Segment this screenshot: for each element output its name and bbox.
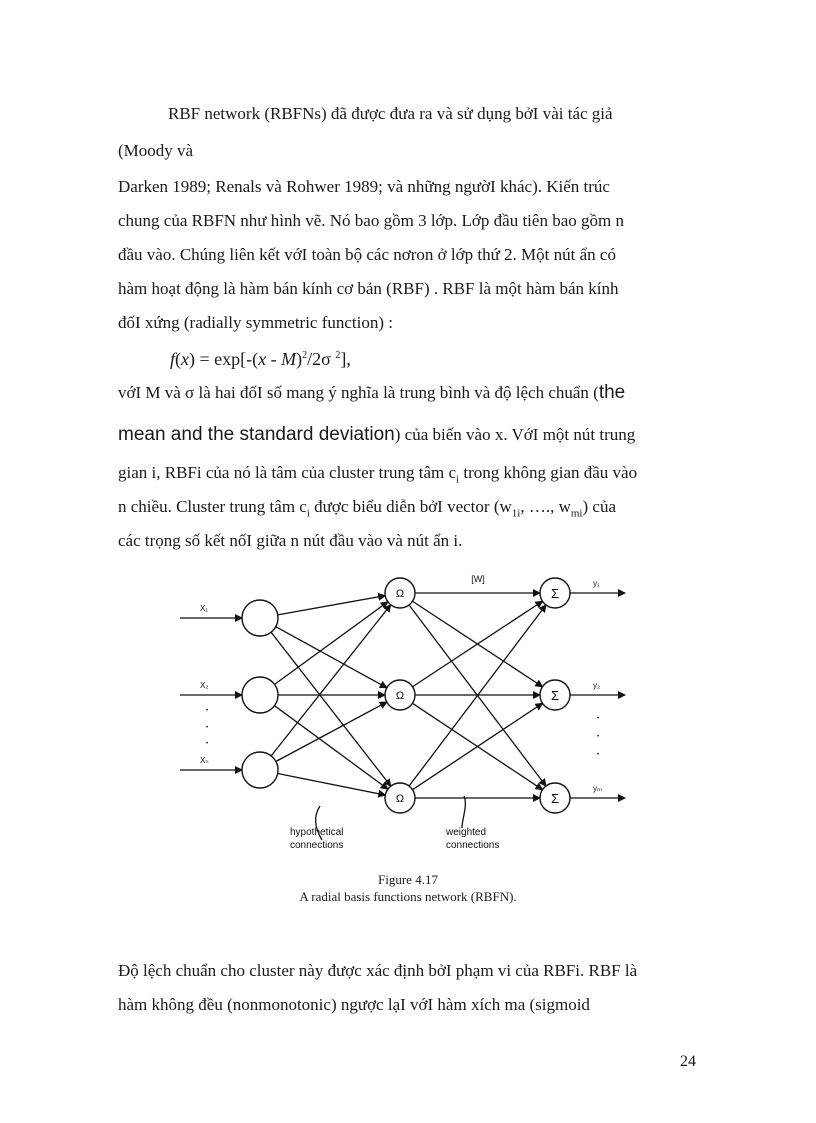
- paragraph3-line2: hàm không đều (nonmonotonic) ngược lạI vớI hàm xích ma (sigmoid: [118, 995, 590, 1014]
- edge-input-1-hidden-2: [276, 627, 387, 688]
- input-node-3: [242, 752, 278, 788]
- output-node-symbol: Σ: [550, 586, 560, 601]
- hidden-node-symbol: Ω: [395, 588, 405, 600]
- output-node-symbol: Σ: [550, 688, 560, 703]
- annotation-left-line2: connections: [290, 840, 344, 851]
- paragraph2-line2: mean and the standard deviation) của biến vào x. VớI một nút trung: [118, 424, 636, 445]
- paragraph1-line3: Darken 1989; Renals và Rohwer 1989; và những ngườI khác). Kiến trúc: [118, 177, 610, 196]
- annotation-right-line2: connections: [446, 840, 500, 851]
- annotation-brace-right: [462, 796, 465, 828]
- paragraph1-line2: (Moody và: [118, 141, 194, 160]
- edge-input-3-hidden-2: [276, 702, 387, 761]
- input-label: X₂: [200, 681, 209, 690]
- paragraph2-line4: n chiều. Cluster trung tâm $c_i$ được biểu diễn bởI vector ($w_{1i}$, …., $w_{mi}$) của: [118, 497, 616, 520]
- output-label: y₁: [593, 579, 600, 588]
- edge-input-1-hidden-1: [278, 596, 386, 615]
- paragraph1-line5: đầu vào. Chúng liên kết vớI toàn bộ các nơron ở lớp thứ 2. Một nút ẩn có: [118, 245, 616, 264]
- figure-caption-title: Figure 4.17: [378, 872, 438, 887]
- figure-caption-text: A radial basis functions network (RBFN).: [299, 889, 517, 904]
- paragraph2-line5: các trọng số kết nốI giữa n nút đầu vào và nút ẩn i.: [118, 531, 463, 550]
- hidden-node-symbol: Ω: [395, 690, 405, 702]
- paragraph2-line3: gian i, RBFi của nó là tâm của cluster trung tâm $c_i$ trong không gian đầu vào: [118, 463, 638, 486]
- edge-input-2-hidden-1: [275, 602, 388, 685]
- rbfn-diagram: [170, 568, 640, 868]
- ellipsis-dot: •: [596, 734, 600, 740]
- annotation-left-line1: hypothetical: [290, 827, 344, 838]
- paragraph1-line1: RBF network (RBFNs) đã được đưa ra và sử dụng bởI vài tác giả: [168, 104, 613, 123]
- paragraph1-line7: đốI xứng (radially symmetric function) :: [118, 313, 394, 332]
- ellipsis-dot: •: [205, 741, 209, 747]
- page-number: 24: [680, 1053, 696, 1070]
- input-label: X₁: [200, 604, 209, 613]
- ellipsis-dot: •: [596, 716, 600, 722]
- input-node-2: [242, 677, 278, 713]
- formula: f(x) = exp[-(x - M)$^2$/2σ $^2$],: [170, 349, 351, 369]
- input-label: Xₙ: [200, 756, 209, 765]
- output-node-symbol: Σ: [550, 791, 560, 806]
- output-label: y₂: [593, 681, 601, 690]
- paragraph3-line1: Độ lệch chuẩn cho cluster này được xác định bởI phạm vi của RBFi. RBF là: [118, 961, 638, 980]
- ellipsis-dot: •: [205, 708, 209, 714]
- annotation-right-line1: weighted: [446, 827, 487, 838]
- edge-input-3-hidden-3: [278, 774, 386, 796]
- output-label: yₘ: [593, 784, 602, 793]
- input-node-1: [242, 600, 278, 636]
- hidden-node-symbol: Ω: [395, 793, 405, 805]
- weight-label: [W]: [471, 574, 485, 584]
- ellipsis-dot: •: [205, 725, 209, 731]
- paragraph1-line4: chung của RBFN như hình vẽ. Nó bao gồm 3 lớp. Lớp đầu tiên bao gồm n: [118, 211, 624, 230]
- paragraph1-line6: hàm hoạt động là hàm bán kính cơ bản (RBF) . RBF là một hàm bán kính: [118, 279, 619, 298]
- ellipsis-dot: •: [596, 752, 600, 758]
- paragraph2-line1: vớI M và σ là hai đốI số mang ý nghĩa là trung bình và độ lệch chuẩn (the: [118, 382, 626, 403]
